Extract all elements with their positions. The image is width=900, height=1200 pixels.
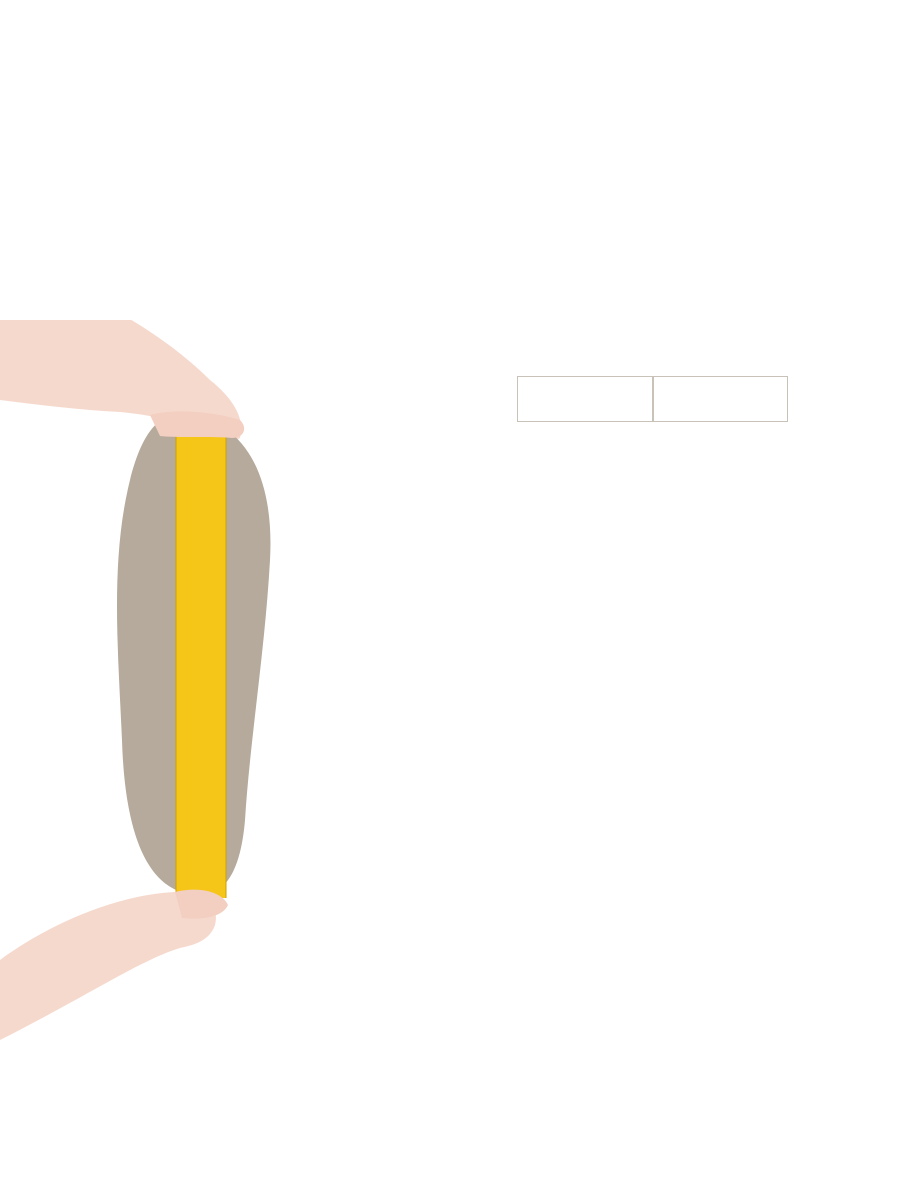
- measuring-tape: [176, 428, 226, 898]
- instruction-steps: [92, 190, 852, 203]
- header-insole-length: [653, 376, 789, 422]
- size-chart-table: [516, 375, 789, 423]
- header-size: [517, 376, 653, 422]
- insole-measurement-illustration: [0, 320, 300, 1040]
- table-header-row: [517, 376, 788, 422]
- title-line-1: [92, 82, 108, 126]
- page-title: [92, 82, 108, 126]
